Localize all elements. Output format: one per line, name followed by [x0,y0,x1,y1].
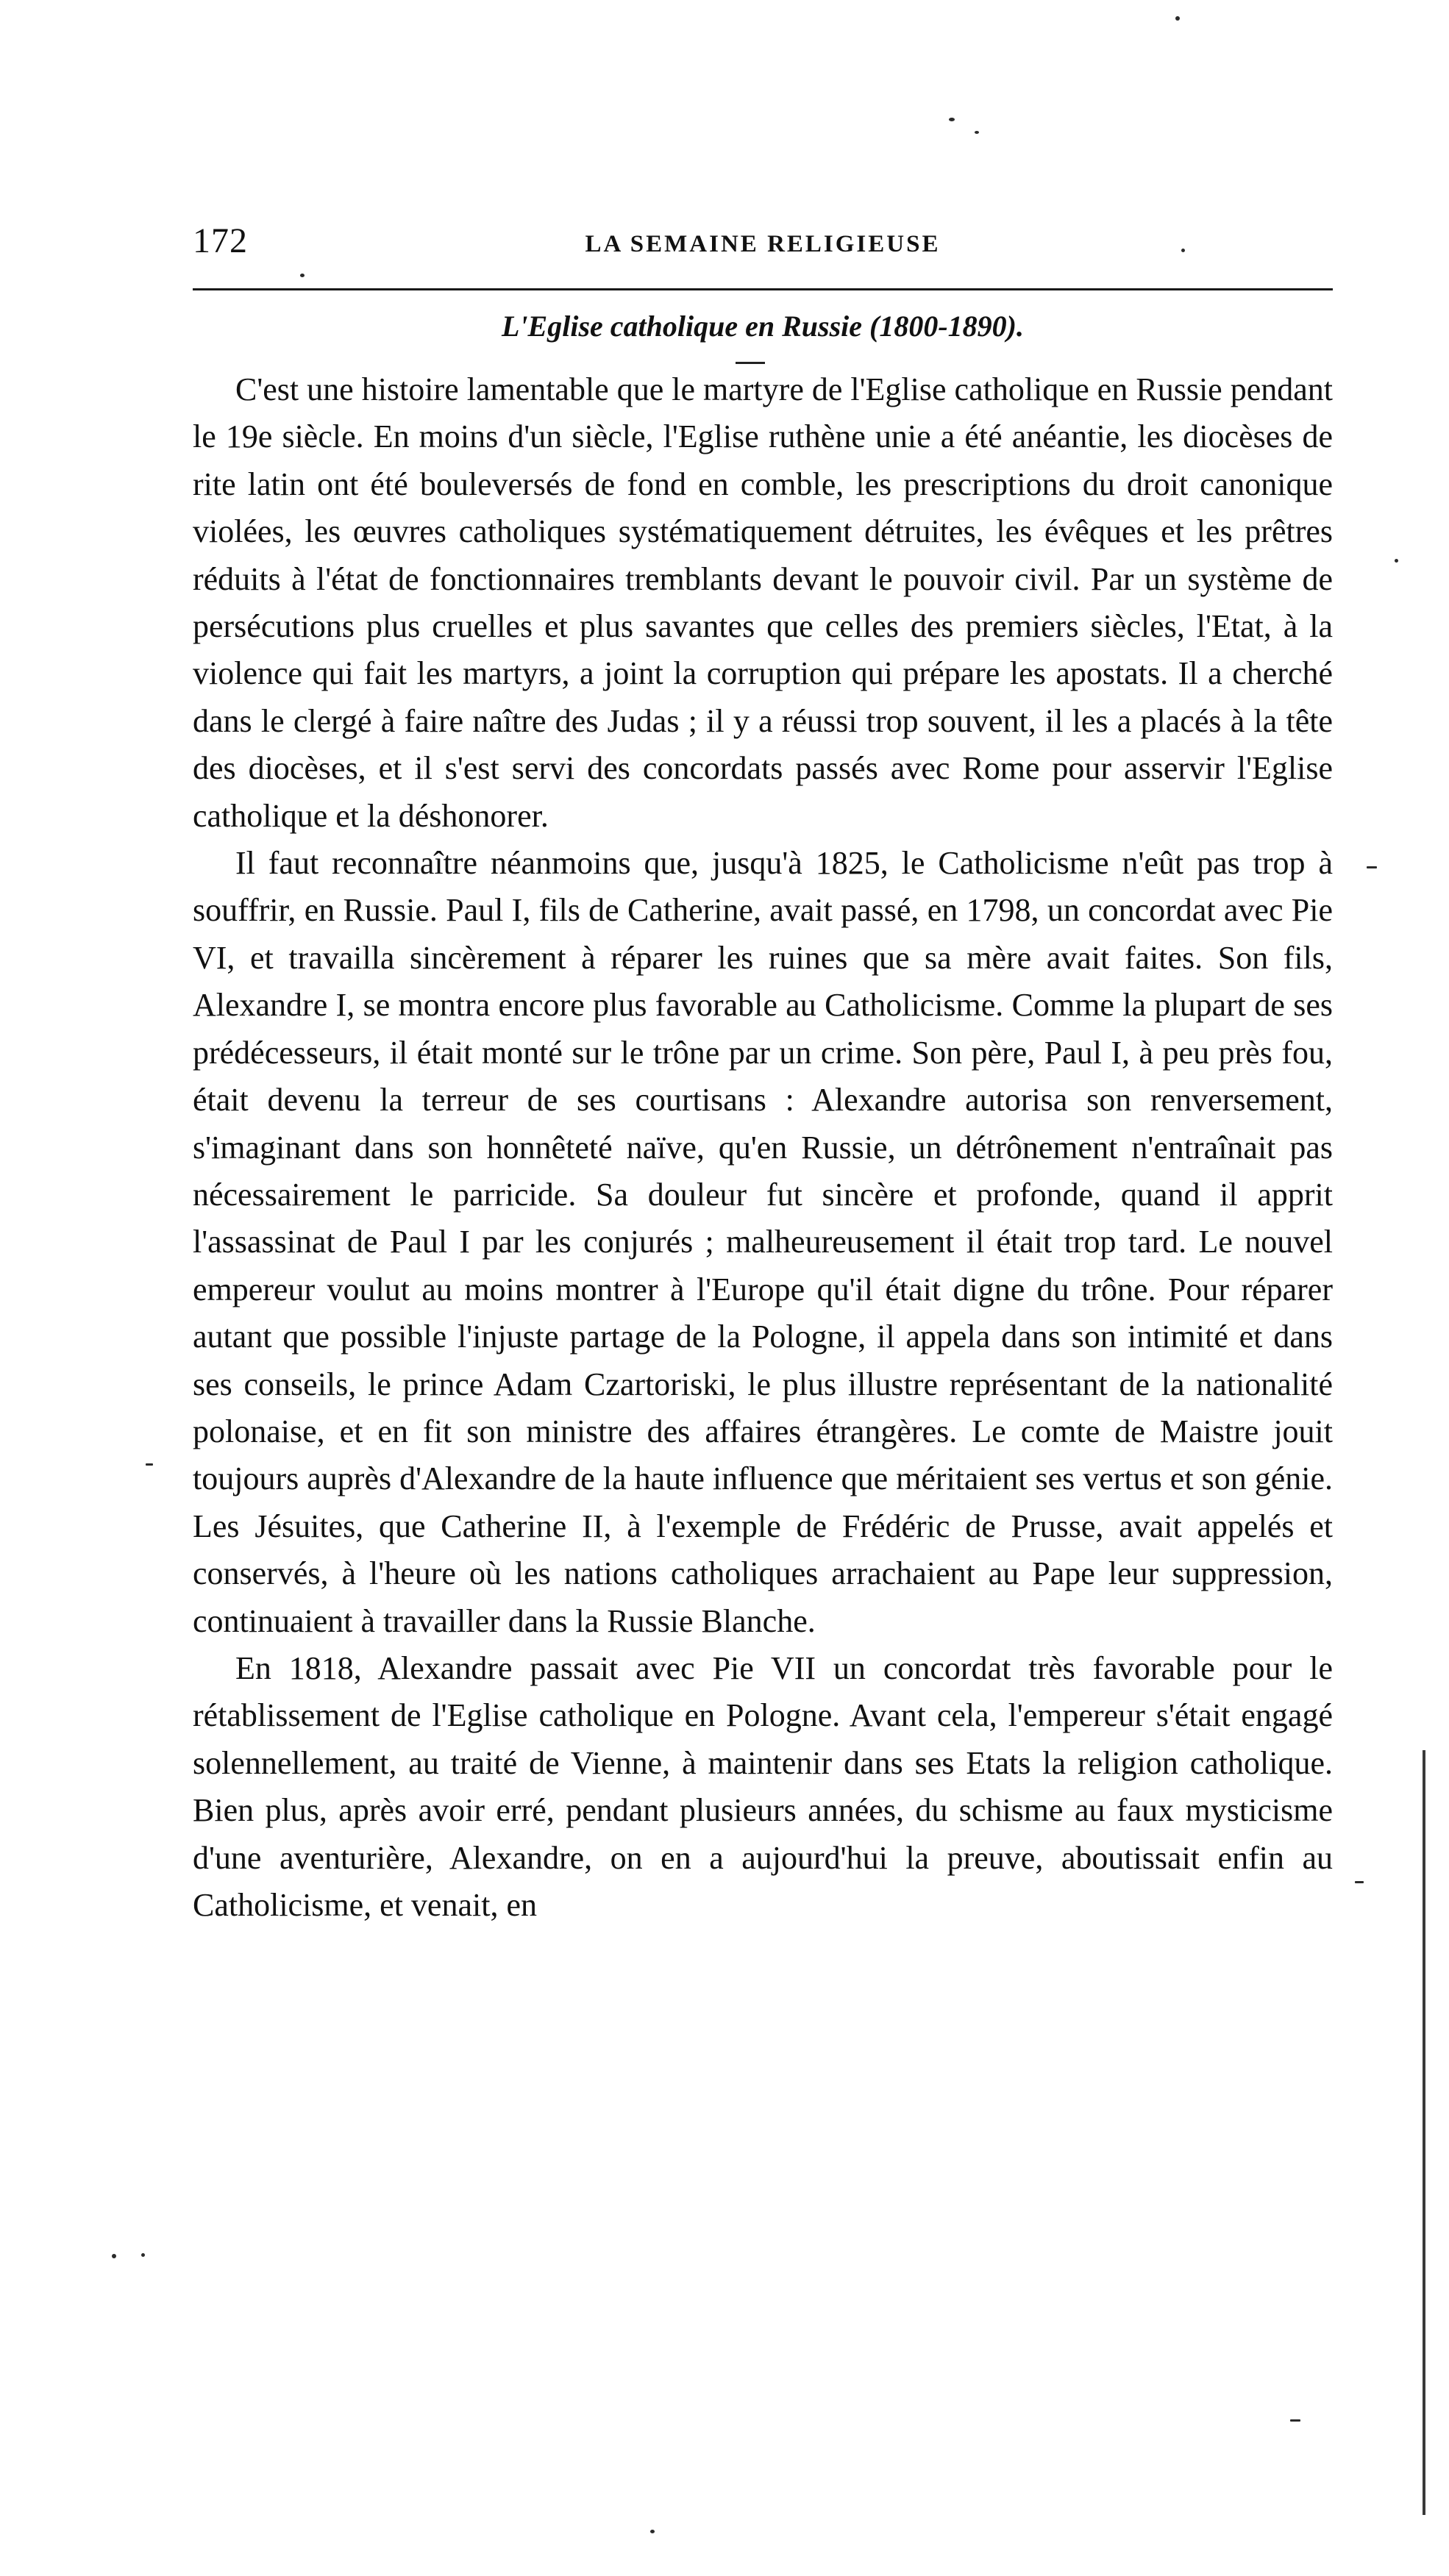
scan-speck [1355,1881,1364,1883]
page-number: 172 [193,221,248,260]
scan-speck [141,2253,145,2257]
scan-speck [1175,16,1180,21]
page-header [193,221,1333,268]
paragraph: En 1818, Alexandre passait avec Pie VII un concordat très favorable pour le rétablissement de l'Eglise catholique en Pologne. Avant cela, l'empereur s'était engagé solennellement, au traité de Vienne, à maintenir dans ses Etats la religion catholique. Bien plus, après avoir erré, pendant plusieurs années, du schisme au faux mysticisme d'une aventurière, Alexandre, on en a aujourd'hui la preuve, aboutissait enfin au Catholicisme, et venait, en [193,1649,1333,1923]
scan-speck [300,274,305,277]
article-title: L'Eglise catholique en Russie (1800-1890). [502,310,1024,343]
article-body [193,366,1333,1929]
running-title: LA SEMAINE RELIGIEUSE [585,231,941,257]
scan-speck [1395,559,1398,563]
paragraph: Il faut reconnaître néanmoins que, jusqu'à 1825, le Catholicisme n'eût pas trop à souffrir, en Russie. Paul I, fils de Catherine, avait passé, en 1798, un concordat avec Pie VI, et travailla sincèrement à réparer les ruines que sa mère avait faites. Son fils, Alexandre I, se montra encore plus favorable au Catholicisme. Comme la plupart de ses prédécesseurs, il était monté sur le trône par un crime. Son père, Paul I, à peu près fou, était devenu la terreur de ses courtisans : Alexandre autorisa son renversement, s'imaginant dans son honnêteté naïve, qu'en Russie, un détrônement n'entraînait pas nécessairement le parricide. Sa douleur fut sincère et profonde, quand il apprit l'assassinat de Paul I par les conjurés ; malheureusement il était trop tard. Le nouvel empereur voulut au moins montrer à l'Europe qu'il était digne du trône. Pour réparer autant que possible l'injuste partage de la Pologne, il appela dans son intimité et dans ses conseils, le prince Adam Czartoriski, le plus illustre représentant de la nationalité polonaise, et en fit son ministre des affaires étrangères. Le comte de Maistre jouit toujours auprès d'Alexandre de la haute influence que méritaient ses vertus et son génie. Les Jésuites, que Catherine II, à l'exemple de Frédéric de Prusse, avait appelés et conservés, à l'heure où les nations catholiques arrachaient au Pape leur suppression, continuaient à travailler dans la Russie Blanche. [193,845,1333,1639]
scan-speck [1290,2419,1300,2422]
scan-speck [975,131,979,134]
scan-speck [112,2254,116,2258]
scan-speck [1181,249,1185,252]
scan-speck [949,118,955,121]
paragraph: C'est une histoire lamentable que le martyre de l'Eglise catholique en Russie pendant le 19e siècle. En moins d'un siècle, l'Eglise ruthène unie a été anéantie, les diocèses de rite latin ont été bouleversés de fond en comble, les prescriptions du droit canonique violées, les œuvres catholiques systématiquement détruites, les évêques et les prêtres réduits à l'état de fonctionnaires tremblants devant le pouvoir civil. Par un système de persécutions plus cruelles et plus savantes que celles des premiers siècles, l'Etat, à la violence qui fait les martyrs, a joint la corruption qui prépare les apostats. Il a cherché dans le clergé à faire naître des Judas ; il y a réussi trop souvent, il les a placés à la tête des diocèses, et il s'est servi des concordats passés avec Rome pour asservir l'Eglise catholique et la déshonorer. [193,371,1333,834]
scan-speck [650,2530,655,2533]
scan-speck [146,1463,153,1466]
header-rule [193,288,1333,290]
scan-speck [1367,866,1377,868]
page-edge-shadow [1423,1750,1425,2515]
title-underline-dash [736,362,765,364]
